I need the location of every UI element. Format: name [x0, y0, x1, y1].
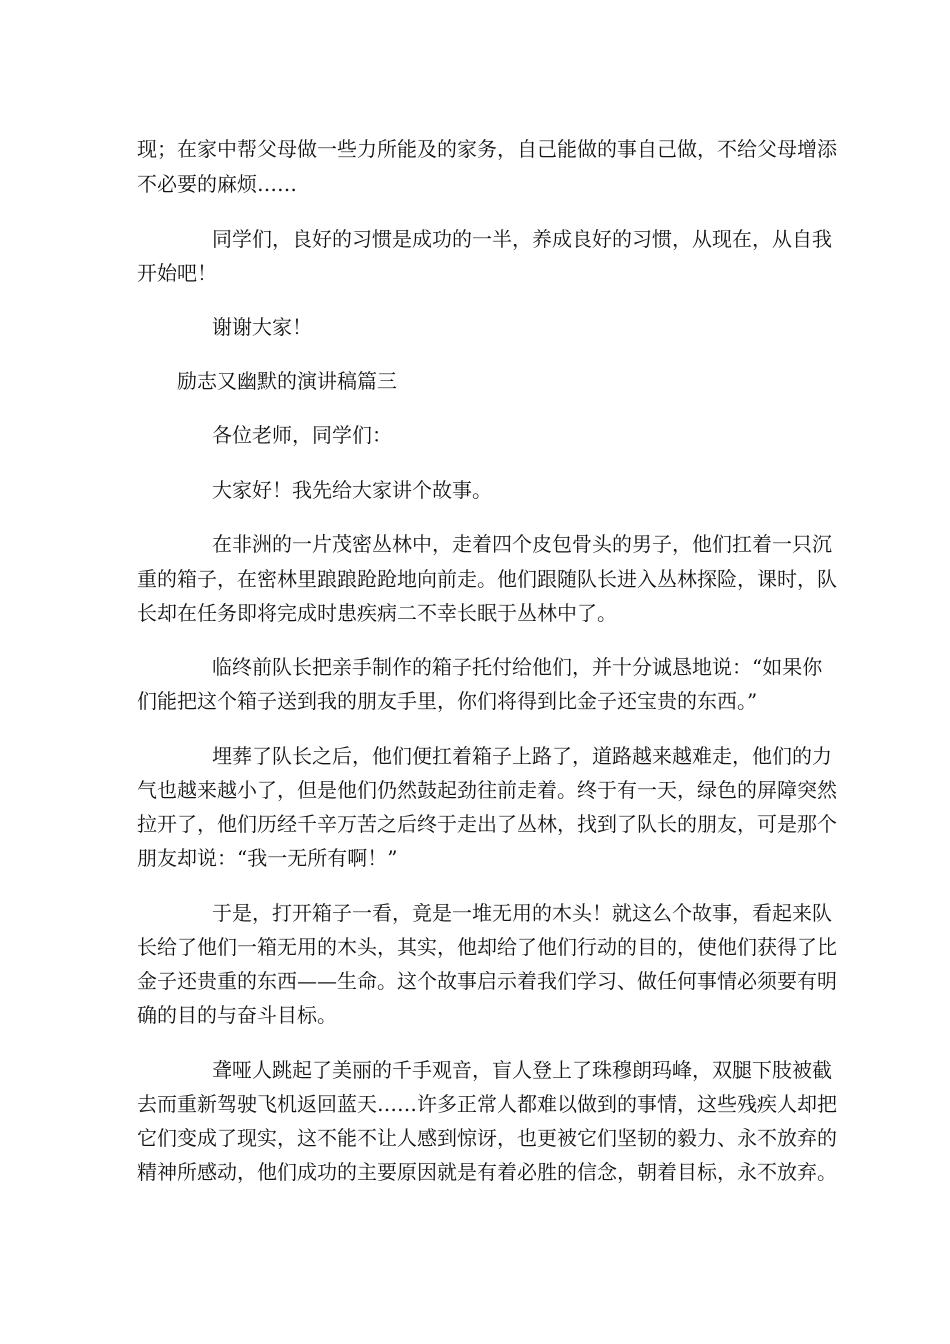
paragraph-start-line: 埋葬了队长之后，他们便扛着箱子上路了，道路越来越难走，他们的力 [212, 744, 832, 768]
section-heading: 励志又幽默的演讲稿篇三 [177, 369, 397, 393]
paragraph-start-line: 在非洲的一片茂密丛林中，走着四个皮包骨头的男子，他们扛着一只沉 [212, 532, 832, 556]
paragraph-start-line: 临终前队长把亲手制作的箱子托付给他们，并十分诚恳地说：“如果你 [212, 655, 823, 679]
text-line: 不必要的麻烦…… [137, 172, 297, 196]
greeting-line: 大家好！我先给大家讲个故事。 [212, 478, 492, 502]
text-line: 确的目的与奋斗目标。 [137, 1003, 337, 1027]
text-line: 开始吧！ [137, 261, 217, 285]
text-line: 长给了他们一箱无用的木头，其实，他却给了他们行动的目的，使他们获得了比 [137, 935, 837, 959]
paragraph-start-line: 于是，打开箱子一看，竟是一堆无用的木头！就这么个故事，看起来队 [212, 901, 832, 925]
text-line: 金子还贵重的东西——生命。这个故事启示着我们学习、做任何事情必须要有明 [137, 969, 837, 993]
text-line: 朋友却说：“我一无所有啊！” [137, 846, 398, 870]
text-line: 们能把这个箱子送到我的朋友手里，你们将得到比金子还宝贵的东西。” [137, 689, 758, 713]
paragraph-start-line: 同学们，良好的习惯是成功的一半，养成良好的习惯，从现在，从自我 [212, 227, 832, 251]
text-line: 精神所感动，他们成功的主要原因就是有着必胜的信念，朝着目标，永不放弃。 [137, 1160, 837, 1184]
text-line: 气也越来越小了，但是他们仍然鼓起劲往前走着。终于有一天，绿色的屏障突然 [137, 778, 837, 802]
salutation-line: 各位老师，同学们： [212, 423, 392, 447]
text-line: 重的箱子，在密林里踉踉跄跄地向前走。他们跟随队长进入丛林探险，课时，队 [137, 567, 837, 591]
text-line: 它们变成了现实，这不能不让人感到惊讶，也更被它们坚韧的毅力、永不放弃的 [137, 1126, 837, 1150]
text-line: 长却在任务即将完成时患疾病二不幸长眠于丛林中了。 [137, 601, 617, 625]
text-line: 现；在家中帮父母做一些力所能及的家务，自己能做的事自己做，不给父母增添 [137, 137, 837, 161]
closing-line: 谢谢大家！ [212, 315, 312, 339]
paragraph-start-line: 聋哑人跳起了美丽的千手观音，盲人登上了珠穆朗玛峰，双腿下肢被截 [212, 1058, 832, 1082]
text-line: 拉开了，他们历经千辛万苦之后终于走出了丛林，找到了队长的朋友，可是那个 [137, 812, 837, 836]
text-line: 去而重新驾驶飞机返回蓝天……许多正常人都难以做到的事情，这些残疾人却把 [137, 1092, 837, 1116]
